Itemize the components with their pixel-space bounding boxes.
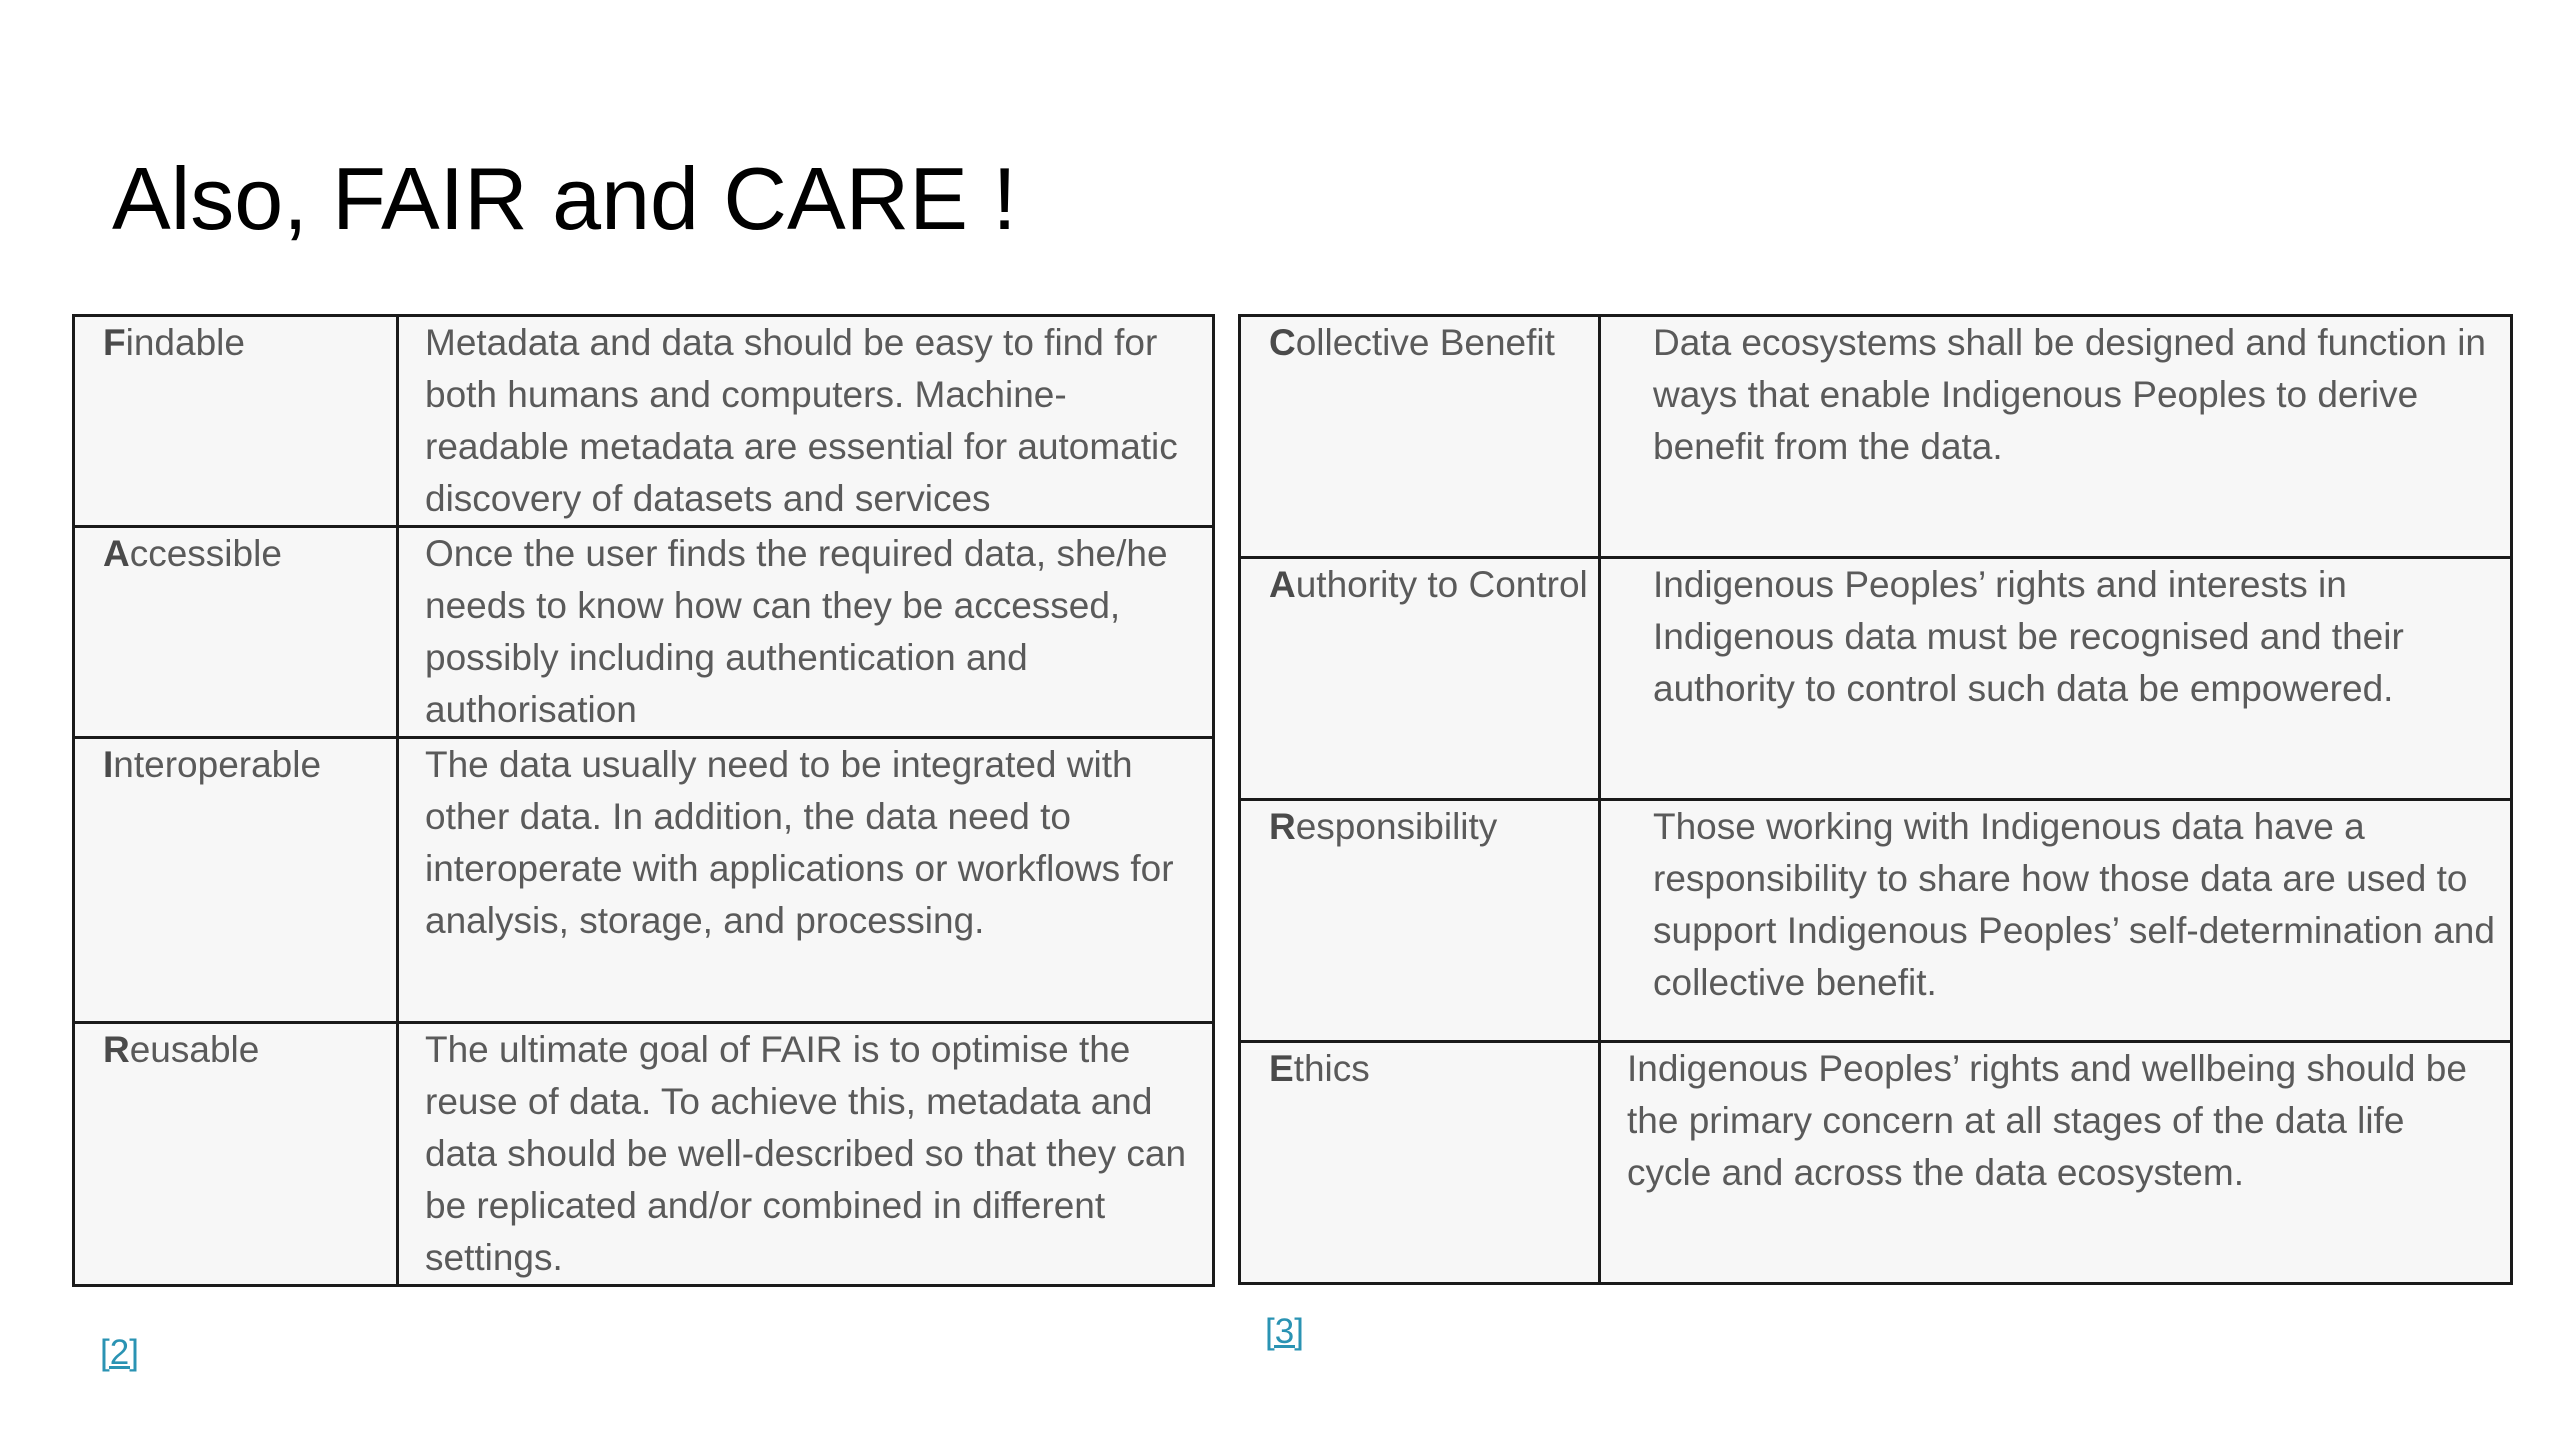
care-reference-link[interactable]: [3] [1265,1312,1304,1351]
table-row [1240,558,2512,800]
term-initial: A [1269,564,1296,605]
fair-description-interoperable: The data usually need to be integrated with other data. In addition, the data need to interoperate with applications or workflows for analysis, storage, and processing. [398,738,1214,1023]
fair-principles-table [72,314,1215,1287]
table-row [1240,316,2512,558]
table-row [74,738,1214,1023]
term-initial: I [103,744,114,785]
fair-description-findable: Metadata and data should be easy to find for both humans and computers. Machine-readable metadata are essential for automatic discovery of datasets and services [398,316,1214,527]
term-rest: nteroperable [113,744,322,785]
care-description-ethics: Indigenous Peoples’ rights and wellbeing should be the primary concern at all stages of the data life cycle and across the data ecosystem. [1600,1042,2512,1284]
term-initial: E [1269,1048,1294,1089]
table-row [1240,1042,2512,1284]
fair-term-reusable [74,1023,398,1286]
care-term-ethics [1240,1042,1600,1284]
table-row [74,1023,1214,1286]
table-row [74,316,1214,527]
fair-term-findable [74,316,398,527]
term-initial: R [1269,806,1296,847]
term-rest: uthority to Control [1295,564,1588,605]
care-description-collective-benefit: Data ecosystems shall be designed and function in ways that enable Indigenous Peoples to derive benefit from the data. [1600,316,2512,558]
care-principles-table [1238,314,2513,1285]
care-term-responsibility [1240,800,1600,1042]
term-initial: R [103,1029,130,1070]
fair-description-reusable: The ultimate goal of FAIR is to optimise the reuse of data. To achieve this, metadata and data should be well-described so that they can be replicated and/or combined in different settings. [398,1023,1214,1286]
term-rest: ccessible [129,533,282,574]
care-term-collective-benefit [1240,316,1600,558]
term-initial: C [1269,322,1296,363]
term-rest: indable [125,322,245,363]
care-description-responsibility: Those working with Indigenous data have a responsibility to share how those data are used to support Indigenous Peoples’ self-determination and collective benefit. [1600,800,2512,1042]
term-rest: eusable [129,1029,260,1070]
table-row [74,527,1214,738]
fair-reference-link[interactable]: [2] [100,1333,139,1372]
term-initial: A [103,533,130,574]
care-term-authority-to-control [1240,558,1600,800]
slide-title: Also, FAIR and CARE ! [112,149,1017,248]
care-description-authority-to-control: Indigenous Peoples’ rights and interests in Indigenous data must be recognised and their authority to control such data be empowered. [1600,558,2512,800]
fair-description-accessible: Once the user finds the required data, she/he needs to know how can they be accessed, possibly including authentication and authorisation [398,527,1214,738]
term-rest: ollective Benefit [1295,322,1555,363]
table-row [1240,800,2512,1042]
fair-term-accessible [74,527,398,738]
term-rest: esponsibility [1295,806,1498,847]
fair-term-interoperable [74,738,398,1023]
term-initial: F [103,322,126,363]
term-rest: thics [1293,1048,1370,1089]
